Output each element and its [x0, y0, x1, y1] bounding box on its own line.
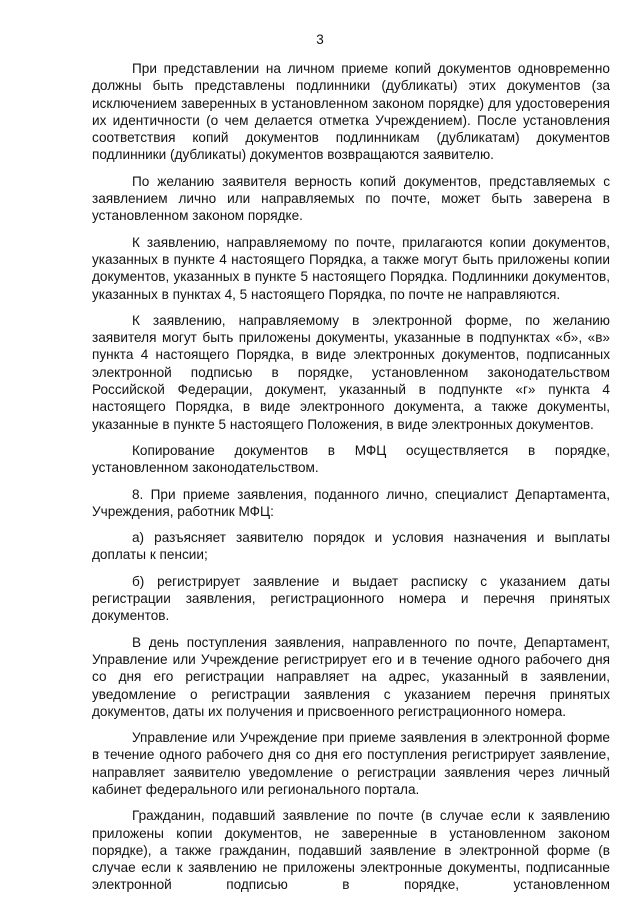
paragraph-postal-registration: В день поступления заявления, направленного по почте, Департамент, Управление или Учреждение регистрирует его и в течение одного рабочего дня со дня его регистрации направляет на адрес, указанный в заявлении, уведомление о регистрации заявления с указанием перечня принятых документов, даты их получения и присвоенного регистрационного номера. — [92, 634, 610, 719]
paragraph-subitem-a: а) разъясняет заявителю порядок и условия назначения и выплаты доплаты к пенсии; — [92, 530, 610, 563]
paragraph-subitem-b: б) регистрирует заявление и выдает расписку с указанием даты регистрации заявления, регистрационного номера и перечня принятых документов. — [92, 573, 610, 624]
paragraph-electronic-application: К заявлению, направляемому в электронной форме, по желанию заявителя могут быть приложены документы, указанные в подпунктах «б», «в» пункта 4 настоящего Порядка, в виде электронных документов, подписанных электронной подписью в порядке, установленном законодательством Российской Федерации, документ, указанный в подпункте «г» пункта 4 настоящего Порядка, в виде электронного документа, а также документы, указанные в пункте 5 настоящего Положения, в виде электронных документов. — [92, 312, 610, 432]
page-number: 3 — [316, 32, 324, 47]
paragraph-mfc-copying: Копирование документов в МФЦ осуществляется в порядке, установленном законодательством. — [92, 442, 610, 476]
document-body — [92, 60, 610, 903]
paragraph-copy-certification: По желанию заявителя верность копий документов, представляемых с заявлением лично или направляемых по почте, может быть заверена в установленном законом порядке. — [92, 173, 610, 224]
paragraph-originals-verification: При представлении на личном приеме копий документов одновременно должны быть представлены подлинники (дубликаты) этих документов (за исключением заверенных в установленном законом порядке) для удостоверения их идентичности (о чем делается отметка Учреждением). После установления соответствия копий документов подлинникам (дубликатам) документов подлинники (дубликаты) документов возвращаются заявителю. — [92, 61, 610, 163]
paragraph-item-8: 8. При приеме заявления, поданного лично, специалист Департамента, Учреждения, работник МФЦ: — [92, 486, 610, 519]
paragraph-electronic-registration: Управление или Учреждение при приеме заявления в электронной форме в течение одного рабочего дня со дня его поступления регистрирует заявление, направляет заявителю уведомление о регистрации заявления через личный кабинет федерального или регионального портала. — [92, 730, 610, 797]
paragraph-postal-application: К заявлению, направляемому по почте, прилагаются копии документов, указанных в пункте 4 настоящего Порядка, а также могут быть приложены копии документов, указанных в пункте 5 настоящего Порядка. Подлинники документов, указанных в пунктах 4, 5 настоящего Порядка, по почте не направляются. — [92, 234, 610, 302]
paragraph-citizen-application: Гражданин, подавший заявление по почте (в случае если к заявлению приложены копии документов, не заверенные в установленном законом порядке), а также гражданин, подавший заявление в электронной форме (в случае если к заявлению не приложены электронные документы, подписанные электронной подписью в порядке, установленном — [92, 808, 610, 893]
